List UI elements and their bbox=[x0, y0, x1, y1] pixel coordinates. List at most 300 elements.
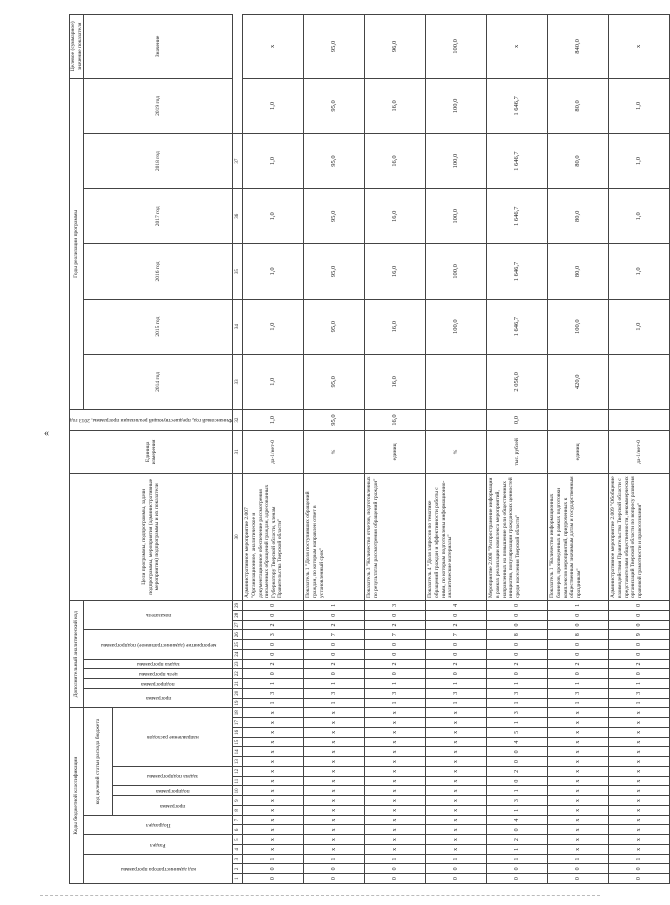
code-digit: 3 bbox=[487, 688, 548, 698]
header-year-2017: 2017 год bbox=[84, 189, 233, 244]
code-digit: 2 bbox=[243, 620, 304, 630]
code-digit: 1 bbox=[487, 718, 548, 728]
code-digit: 0 bbox=[609, 600, 670, 610]
code-digit: 1 bbox=[548, 698, 609, 708]
table-row bbox=[243, 15, 304, 884]
code-digit: 1 bbox=[548, 679, 609, 689]
code-digit: 0 bbox=[487, 600, 548, 610]
code-digit: x bbox=[243, 845, 304, 855]
column-number: 15 bbox=[233, 737, 243, 747]
header-quote: « bbox=[44, 428, 49, 439]
row-year-value: 100,0 bbox=[426, 78, 487, 133]
code-digit: 0 bbox=[548, 669, 609, 679]
column-number: 18 bbox=[233, 708, 243, 718]
code-digit: x bbox=[426, 845, 487, 855]
header-subsection bbox=[84, 815, 233, 835]
column-number: 31 bbox=[233, 431, 243, 473]
header-task-program bbox=[84, 659, 233, 669]
code-digit: x bbox=[304, 747, 365, 757]
row-year-value: 95,0 bbox=[304, 78, 365, 133]
code-digit: x bbox=[365, 845, 426, 855]
row-target-value: 95,0 bbox=[304, 15, 365, 79]
row-fin-year-value bbox=[609, 409, 670, 430]
code-digit: 0 bbox=[609, 620, 670, 630]
rotated-table-frame bbox=[69, 14, 643, 884]
code-digit: 1 bbox=[304, 600, 365, 610]
code-digit: x bbox=[609, 747, 670, 757]
column-number: 28 bbox=[233, 610, 243, 620]
column-number: 1 bbox=[233, 874, 243, 884]
code-digit: x bbox=[304, 737, 365, 747]
row-year-value: 1 646,7 bbox=[487, 78, 548, 133]
column-number: 10 bbox=[233, 786, 243, 796]
row-name: Административное мероприятие 2.007 "Организационное, аналитическое и документационное обеспечение рассмотрения письменных обращений граждан, адресованных Губернатору Тверской области, членам Правительства Тверской области" bbox=[243, 473, 304, 600]
page-footer-line bbox=[40, 895, 600, 898]
code-digit: 0 bbox=[609, 649, 670, 659]
code-digit: 8 bbox=[548, 630, 609, 640]
table-row bbox=[548, 15, 609, 884]
header-fin-year bbox=[70, 409, 233, 430]
row-unit: единиц bbox=[365, 431, 426, 473]
code-digit: x bbox=[243, 776, 304, 786]
code-digit: 1 bbox=[304, 854, 365, 864]
code-digit: 0 bbox=[426, 874, 487, 884]
code-digit: x bbox=[548, 737, 609, 747]
row-year-value: 100,0 bbox=[426, 299, 487, 354]
header-section-text: Раздел bbox=[150, 841, 166, 848]
row-year-value: 16,0 bbox=[365, 78, 426, 133]
code-digit: x bbox=[609, 845, 670, 855]
row-fin-year-value bbox=[426, 409, 487, 430]
row-year-value: 420,0 bbox=[548, 354, 609, 409]
code-digit: 1 bbox=[487, 786, 548, 796]
row-year-value: 100,0 bbox=[426, 244, 487, 299]
code-digit: x bbox=[548, 776, 609, 786]
header-subprogram-text: подпрограмма bbox=[156, 788, 190, 795]
row-year-value: 16,0 bbox=[365, 299, 426, 354]
column-number: 26 bbox=[233, 630, 243, 640]
column-number: 34 bbox=[233, 299, 243, 354]
column-number: 24 bbox=[233, 649, 243, 659]
code-digit: 2 bbox=[365, 620, 426, 630]
row-year-value: 1,0 bbox=[243, 78, 304, 133]
code-digit: 0 bbox=[304, 669, 365, 679]
code-digit: 3 bbox=[365, 600, 426, 610]
header-value: Значение bbox=[84, 15, 233, 79]
code-digit: x bbox=[304, 806, 365, 816]
row-unit: единиц bbox=[548, 431, 609, 473]
code-digit: x bbox=[426, 825, 487, 835]
header-admin-code-text: код администратора программы bbox=[120, 866, 196, 873]
row-year-value: 1 646,7 bbox=[487, 134, 548, 189]
code-digit: 1 bbox=[304, 679, 365, 689]
code-digit: 0 bbox=[609, 640, 670, 650]
code-digit: 0 bbox=[487, 669, 548, 679]
header-task-subprogram bbox=[113, 767, 233, 787]
row-year-value: 100,0 bbox=[548, 299, 609, 354]
table-row bbox=[426, 15, 487, 884]
code-digit: 0 bbox=[487, 825, 548, 835]
code-digit: x bbox=[365, 825, 426, 835]
code-digit: x bbox=[609, 757, 670, 767]
code-digit: 2 bbox=[426, 659, 487, 669]
code-digit: 0 bbox=[548, 649, 609, 659]
row-year-value: 80,0 bbox=[548, 134, 609, 189]
code-digit: x bbox=[548, 718, 609, 728]
code-digit: x bbox=[548, 825, 609, 835]
column-number: 6 bbox=[233, 825, 243, 835]
header-additional-code: Дополнительный аналитический код bbox=[70, 600, 84, 707]
code-digit: 0 bbox=[365, 874, 426, 884]
code-digit: x bbox=[304, 845, 365, 855]
code-digit: 4 bbox=[487, 815, 548, 825]
code-digit: x bbox=[426, 757, 487, 767]
column-number: 9 bbox=[233, 796, 243, 806]
code-digit: 0 bbox=[487, 620, 548, 630]
code-digit: x bbox=[426, 806, 487, 816]
code-digit: 2 bbox=[426, 620, 487, 630]
code-digit: x bbox=[243, 718, 304, 728]
code-digit: 3 bbox=[487, 796, 548, 806]
column-number: 20 bbox=[233, 688, 243, 698]
row-unit: тыс. рублей bbox=[487, 431, 548, 473]
code-digit: x bbox=[426, 708, 487, 718]
code-digit: x bbox=[426, 747, 487, 757]
code-digit: x bbox=[365, 835, 426, 845]
code-digit: x bbox=[243, 708, 304, 718]
code-digit: 0 bbox=[609, 864, 670, 874]
row-year-value: 1 646,7 bbox=[487, 244, 548, 299]
code-digit: 0 bbox=[548, 874, 609, 884]
code-digit: 1 bbox=[609, 679, 670, 689]
column-number: 17 bbox=[233, 718, 243, 728]
row-year-value: 16,0 bbox=[365, 189, 426, 244]
code-digit: 0 bbox=[487, 776, 548, 786]
row-year-value: 1,0 bbox=[243, 244, 304, 299]
code-digit: 1 bbox=[487, 698, 548, 708]
code-digit: x bbox=[304, 708, 365, 718]
code-digit: 1 bbox=[426, 679, 487, 689]
code-digit: x bbox=[365, 786, 426, 796]
row-target-value: x bbox=[487, 15, 548, 79]
code-digit: 0 bbox=[426, 864, 487, 874]
row-year-value: 16,0 bbox=[365, 134, 426, 189]
column-number: 22 bbox=[233, 669, 243, 679]
column-number: 23 bbox=[233, 659, 243, 669]
code-digit: 0 bbox=[304, 649, 365, 659]
code-digit: 3 bbox=[548, 688, 609, 698]
header-year-2016: 2016 год bbox=[84, 244, 233, 299]
code-digit: x bbox=[365, 747, 426, 757]
code-digit: 0 bbox=[426, 640, 487, 650]
code-digit: x bbox=[426, 776, 487, 786]
header-program bbox=[113, 796, 233, 816]
row-name: Показатель 4 "Доля запросов по тематике обращений граждан и эффективности работы с ними, по которым подготовлены информационно-аналитические материалы" bbox=[426, 473, 487, 600]
table-row bbox=[365, 15, 426, 884]
code-digit: 1 bbox=[365, 679, 426, 689]
code-digit: x bbox=[243, 796, 304, 806]
code-digit: 0 bbox=[243, 610, 304, 620]
header-target-group: Целевое (суммарное) значение показателя bbox=[70, 15, 84, 79]
code-digit: 0 bbox=[487, 640, 548, 650]
column-number: 21 bbox=[233, 679, 243, 689]
header-target-code: код целевой статьи расхода бюджета bbox=[84, 708, 113, 815]
code-digit: x bbox=[365, 796, 426, 806]
row-unit: % bbox=[304, 431, 365, 473]
code-digit: 0 bbox=[487, 874, 548, 884]
code-digit: 0 bbox=[548, 610, 609, 620]
header-indicator-text: показатель bbox=[145, 612, 171, 619]
row-year-value: 95,0 bbox=[304, 354, 365, 409]
rotated-table-sheet bbox=[69, 14, 643, 884]
code-digit: x bbox=[365, 806, 426, 816]
code-digit: 2 bbox=[487, 767, 548, 777]
code-digit: x bbox=[365, 737, 426, 747]
header-expense-direction bbox=[113, 708, 233, 767]
row-year-value: 100,0 bbox=[426, 134, 487, 189]
code-digit: 0 bbox=[487, 649, 548, 659]
code-digit: 0 bbox=[304, 610, 365, 620]
code-digit: x bbox=[548, 796, 609, 806]
code-digit: 0 bbox=[243, 874, 304, 884]
header-add-subprogram-text: подпрограмма bbox=[141, 680, 175, 687]
header-indicator bbox=[84, 600, 233, 629]
code-digit: x bbox=[426, 835, 487, 845]
code-digit: x bbox=[609, 835, 670, 845]
table-row bbox=[487, 15, 548, 884]
code-digit: 0 bbox=[304, 864, 365, 874]
column-number: 4 bbox=[233, 845, 243, 855]
code-digit: x bbox=[609, 728, 670, 738]
code-digit: x bbox=[243, 786, 304, 796]
code-digit: x bbox=[609, 718, 670, 728]
code-digit: x bbox=[426, 767, 487, 777]
code-digit: x bbox=[365, 718, 426, 728]
code-digit: 1 bbox=[548, 600, 609, 610]
code-digit: 4 bbox=[426, 600, 487, 610]
code-digit: 0 bbox=[548, 640, 609, 650]
column-number: 7 bbox=[233, 815, 243, 825]
code-digit: 7 bbox=[304, 630, 365, 640]
column-number: 37 bbox=[233, 134, 243, 189]
header-add-program bbox=[84, 688, 233, 708]
code-digit: x bbox=[609, 815, 670, 825]
row-year-value: 1,0 bbox=[243, 134, 304, 189]
row-year-value: 1,0 bbox=[609, 299, 670, 354]
row-target-value: x bbox=[243, 15, 304, 79]
header-fin-year-text: Финансовый год, предшествующий реализации программы, 2013 год bbox=[70, 417, 233, 424]
code-digit: x bbox=[426, 796, 487, 806]
code-digit: 0 bbox=[487, 864, 548, 874]
code-digit: x bbox=[426, 728, 487, 738]
code-digit: 3 bbox=[304, 688, 365, 698]
code-digit: x bbox=[365, 728, 426, 738]
code-digit: 1 bbox=[426, 698, 487, 708]
row-year-value: 1,0 bbox=[609, 134, 670, 189]
row-fin-year-value: 1,0 bbox=[243, 409, 304, 430]
code-digit: 1 bbox=[487, 845, 548, 855]
header-subprogram bbox=[113, 786, 233, 796]
code-digit: x bbox=[243, 737, 304, 747]
code-digit: x bbox=[243, 806, 304, 816]
code-digit: 7 bbox=[426, 630, 487, 640]
code-digit: x bbox=[304, 718, 365, 728]
header-goals: Цели программы, подпрограммы, задачи подпрограммы, мероприятия (административные мероприятия) подпрограммы и их показатели bbox=[70, 473, 233, 600]
code-digit: 0 bbox=[426, 610, 487, 620]
row-year-value: 1,0 bbox=[609, 78, 670, 133]
row-year-value: 2 056,0 bbox=[487, 354, 548, 409]
code-digit: 1 bbox=[243, 854, 304, 864]
code-digit: 2 bbox=[487, 659, 548, 669]
code-digit: 1 bbox=[304, 698, 365, 708]
code-digit: x bbox=[304, 767, 365, 777]
row-year-value: 16,0 bbox=[365, 354, 426, 409]
code-digit: x bbox=[304, 776, 365, 786]
code-digit: 0 bbox=[365, 864, 426, 874]
code-digit: x bbox=[548, 786, 609, 796]
table-row bbox=[304, 15, 365, 884]
header-task-subprogram-text: задача подпрограммы bbox=[147, 773, 199, 780]
table-row bbox=[609, 15, 670, 884]
column-number: 5 bbox=[233, 835, 243, 845]
code-digit: 8 bbox=[487, 630, 548, 640]
header-year-2018: 2018 год bbox=[84, 134, 233, 189]
code-digit: x bbox=[365, 776, 426, 786]
row-name: Показатель 3 "Количество отчетов, подготовленных по результатам рассмотрения обращений граждан" bbox=[365, 473, 426, 600]
header-year-2014: 2014 год bbox=[84, 354, 233, 409]
program-table bbox=[69, 14, 670, 884]
code-digit: 0 bbox=[243, 669, 304, 679]
code-digit: 2 bbox=[304, 620, 365, 630]
column-number: 13 bbox=[233, 757, 243, 767]
code-digit: 2 bbox=[548, 659, 609, 669]
code-digit: x bbox=[609, 796, 670, 806]
code-digit: x bbox=[243, 728, 304, 738]
code-digit: x bbox=[548, 757, 609, 767]
column-number: 33 bbox=[233, 354, 243, 409]
row-year-value: 1,0 bbox=[609, 189, 670, 244]
code-digit: x bbox=[304, 835, 365, 845]
code-digit: 1 bbox=[548, 854, 609, 864]
row-fin-year-value: 0,0 bbox=[487, 409, 548, 430]
code-digit: x bbox=[243, 815, 304, 825]
column-number: 29 bbox=[233, 600, 243, 610]
code-digit: 1 bbox=[487, 806, 548, 816]
row-year-value: 1 646,7 bbox=[487, 299, 548, 354]
code-digit: 0 bbox=[609, 874, 670, 884]
row-year-value: 1,0 bbox=[609, 244, 670, 299]
code-digit: 0 bbox=[243, 600, 304, 610]
code-digit: 1 bbox=[487, 679, 548, 689]
header-unit: Единица измерения bbox=[70, 431, 233, 473]
row-year-value: 80,0 bbox=[548, 189, 609, 244]
code-digit: x bbox=[426, 786, 487, 796]
column-number: 19 bbox=[233, 698, 243, 708]
header-year-2019: 2019 год bbox=[84, 78, 233, 133]
row-year-value: 1,0 bbox=[243, 354, 304, 409]
code-digit: x bbox=[426, 815, 487, 825]
row-name: Мероприятие 2.008 "Распространение информации в рамках реализации комплекса мероприятий, направленных на повышение роли общественных инициатив, популяризации гражданских ценностей среди населения Тверской области" bbox=[487, 473, 548, 600]
code-digit: x bbox=[304, 815, 365, 825]
header-goal-program bbox=[84, 669, 233, 679]
header-add-program-text: программа bbox=[145, 695, 171, 702]
row-target-value: x bbox=[609, 15, 670, 79]
code-digit: 1 bbox=[365, 698, 426, 708]
code-digit: x bbox=[609, 806, 670, 816]
code-digit: 0 bbox=[487, 747, 548, 757]
code-digit: x bbox=[609, 825, 670, 835]
column-number: 2 bbox=[233, 864, 243, 874]
code-digit: 3 bbox=[243, 630, 304, 640]
code-digit: 0 bbox=[243, 649, 304, 659]
code-digit: x bbox=[609, 737, 670, 747]
code-digit: x bbox=[609, 708, 670, 718]
code-digit: 3 bbox=[609, 688, 670, 698]
code-digit: x bbox=[365, 757, 426, 767]
row-unit: да-1/нет-0 bbox=[243, 431, 304, 473]
code-digit: x bbox=[304, 728, 365, 738]
row-year-value: 95,0 bbox=[304, 134, 365, 189]
column-number: 3 bbox=[233, 854, 243, 864]
code-digit: 3 bbox=[243, 688, 304, 698]
code-digit: 0 bbox=[243, 864, 304, 874]
code-digit: x bbox=[548, 767, 609, 777]
code-digit: 2 bbox=[609, 659, 670, 669]
header-goal-program-text: цель программы bbox=[138, 670, 178, 677]
row-year-value: 80,0 bbox=[548, 244, 609, 299]
column-number: 35 bbox=[233, 244, 243, 299]
column-number: 25 bbox=[233, 640, 243, 650]
code-digit: 0 bbox=[365, 610, 426, 620]
code-digit: 0 bbox=[609, 669, 670, 679]
code-digit: 0 bbox=[426, 669, 487, 679]
code-digit: x bbox=[609, 776, 670, 786]
code-digit: x bbox=[548, 708, 609, 718]
row-name: Административное мероприятие 2.009 "Обобщение взаимодействия Правительства Тверской области с представителями общественности, некоммерческих организаций Тверской области по вопросу развития правовой грамотности и правосознания" bbox=[609, 473, 670, 600]
code-digit: x bbox=[243, 767, 304, 777]
row-fin-year-value bbox=[548, 409, 609, 430]
code-digit: x bbox=[548, 815, 609, 825]
column-number: 16 bbox=[233, 728, 243, 738]
header-section bbox=[84, 835, 233, 855]
code-digit: x bbox=[426, 737, 487, 747]
row-year-value: 95,0 bbox=[304, 299, 365, 354]
code-digit: x bbox=[243, 747, 304, 757]
code-digit: 3 bbox=[426, 688, 487, 698]
row-unit: да-1/нет-0 bbox=[609, 431, 670, 473]
code-digit: x bbox=[426, 718, 487, 728]
code-digit: 2 bbox=[243, 659, 304, 669]
row-target-value: 100,0 bbox=[426, 15, 487, 79]
header-budget-classification: Коды бюджетной классификации bbox=[70, 708, 84, 884]
code-digit: 0 bbox=[365, 649, 426, 659]
code-digit: 1 bbox=[243, 679, 304, 689]
header-admin-code bbox=[84, 854, 233, 883]
header-years-group: Годы реализации программы bbox=[70, 78, 84, 409]
row-year-value bbox=[609, 354, 670, 409]
column-number: 11 bbox=[233, 776, 243, 786]
code-digit: 1 bbox=[426, 854, 487, 864]
row-name: Показатель 1 "Доля поступивших обращений граждан, по которым направлен ответ в установленный срок" bbox=[304, 473, 365, 600]
code-digit: x bbox=[548, 835, 609, 845]
code-digit: 3 bbox=[487, 708, 548, 718]
row-unit: % bbox=[426, 431, 487, 473]
header-subsection-text: Подраздел bbox=[145, 822, 171, 829]
code-digit: 3 bbox=[365, 688, 426, 698]
header-expense-direction-text: направление расходов bbox=[147, 734, 199, 741]
row-year-value: 1 646,7 bbox=[487, 189, 548, 244]
code-digit: x bbox=[243, 757, 304, 767]
